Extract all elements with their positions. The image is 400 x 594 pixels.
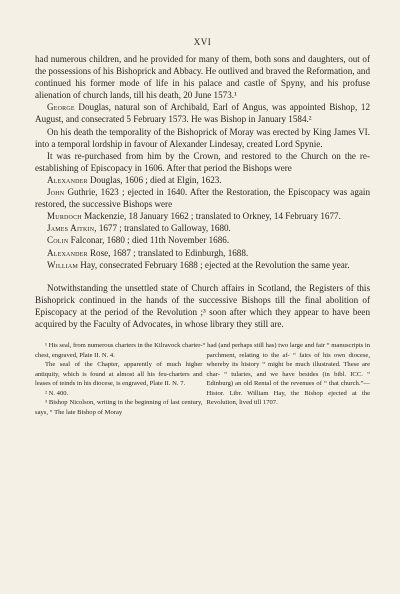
paragraph-bishop-george <box>35 101 370 125</box>
paragraph-text: Guthrie, 1623 ; ejected in 1640. After the Restoration, the Episcopacy was again restored, the successive Bishops were <box>35 187 370 210</box>
paragraph-text: , 1677 ; translated to Galloway, 1680. <box>94 223 231 234</box>
footnote-continuation: “ had (and perhaps still has) two large and fair “ manuscripts in parchment, relating to the af- “ fairs of his own diocese, whereby its history “ might be much illustrated. These are char- “ tularies, and we have besides (in bibl. ICC. “ Edinburg) an old Rental of the revenues of “ that church.”—Histor. Libr. William Hay, the Bishop ejected at the Revolution, lived till 1707. <box>202 342 370 407</box>
bishop-name: Alexander <box>47 247 88 258</box>
paragraph: It was re-purchased from him by the Crown, and restored to the Church on the re-establishing of Episcopacy in 1606. After that period the Bishops were <box>35 150 370 173</box>
bishop-name: John <box>47 187 65 198</box>
paragraph-text: Hay, consecrated February 1688 ; ejected at the Revolution the same year. <box>77 259 350 270</box>
paragraph-gap <box>35 271 370 282</box>
paragraph-bishop-colin <box>35 234 370 246</box>
bishop-name: William <box>47 259 78 270</box>
paragraph: Notwithstanding the unsettled state of Church affairs in Scotland, the Registers of this Bishoprick continued in the hands of the successive Bishops till the final abolition of Episcopacy at the period of the Revolution ;³ soon after which they appear to have been acquired by the Faculty of Advocates, in whose library they still are. <box>35 282 370 329</box>
paragraph-text: Douglas, 1606 ; died at Elgin, 1623. <box>87 174 222 185</box>
bishop-name: James Aitkin <box>47 223 95 234</box>
footnotes <box>35 341 370 417</box>
page-number: XVI <box>193 37 212 47</box>
paragraph-text: Rose, 1687 ; translated to Edinburgh, 1688. <box>87 247 249 258</box>
bishop-name: Colin <box>47 235 69 246</box>
paragraph: On his death the temporality of the Bishoprick of Moray was erected by King James VI. into a temporal lordship in favour of Alexander Lindesay, created Lord Spynie. <box>35 126 370 149</box>
paragraph-text: Falconar, 1680 ; died 11th November 1686. <box>68 235 230 246</box>
footnote: ¹ His seal, from numerous charters in the Kilravock charter-chest, engraved, Plate II. N. 4. <box>35 342 203 359</box>
footnotes-right-column <box>203 341 371 417</box>
paragraph-bishop-james <box>35 222 370 234</box>
bishop-name: George <box>47 102 75 113</box>
paragraph: had numerous children, and he provided for many of them, both sons and daughters, out of the possessions of his Bishoprick and Abbacy. He outlived and braved the Reformation, and continued his former mode of life in his palace and castle of Spyny, and his profuse alienation of church lands, till his death, 20 June 1573.¹ <box>35 54 370 101</box>
paragraph-bishop-alexander-rose <box>35 247 370 259</box>
footnote: The seal of the Chapter, apparently of much higher antiquity, which is found at almost all his feu-charters and leases of teinds in his diocese, is engraved, Plate II. N. 7. <box>35 361 203 388</box>
footnote: ² N. 400. <box>45 389 69 397</box>
paragraph-bishop-murdoch <box>35 210 370 222</box>
paragraph-bishop-william <box>35 259 370 271</box>
bishop-name: Alexander <box>47 174 88 185</box>
footnotes-left-column <box>35 341 203 417</box>
paragraph-text: Mackenzie, 18 January 1662 ; translated to Orkney, 14 February 1677. <box>81 211 341 222</box>
paragraph-text: Douglas, natural son of Archibald, Earl of Angus, was appointed Bishop, 12 August, and consecrated 5 February 1573. He was Bishop in January 1584.² <box>35 102 370 125</box>
paragraph-bishop-john <box>35 186 370 210</box>
paragraph-bishop-alexander <box>35 174 370 186</box>
footnote: ³ Bishop Nicolson, writing in the beginning of last century, says, “ The late Bishop of Moray <box>35 399 203 416</box>
bishop-name: Murdoch <box>47 211 82 222</box>
